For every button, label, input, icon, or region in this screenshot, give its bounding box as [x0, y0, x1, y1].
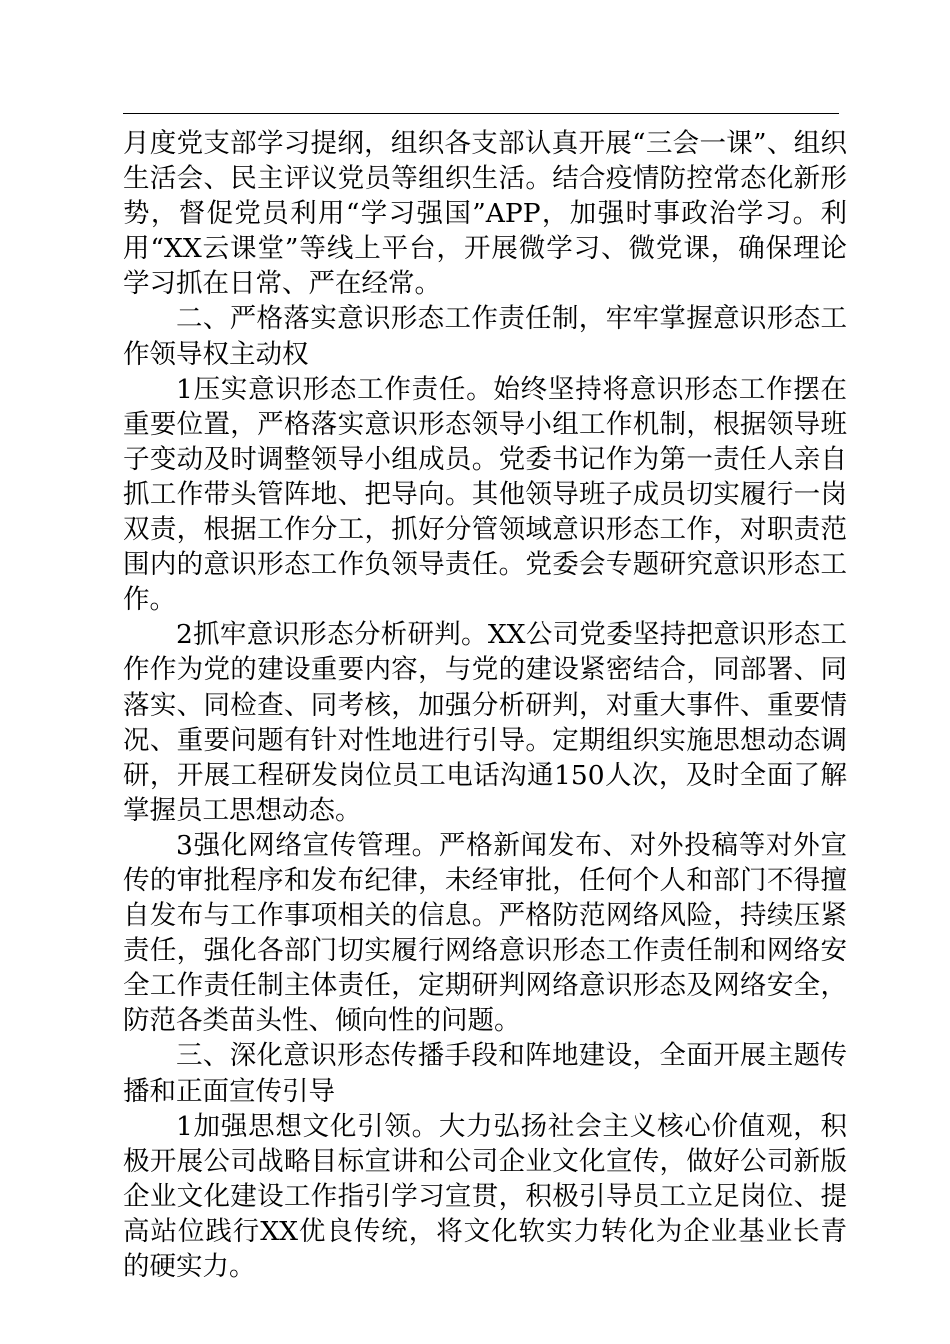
section-heading-3: 三、深化意识形态传播手段和阵地建设，全面开展主题传播和正面宣传引导 — [123, 1040, 847, 1107]
paragraph-3-1: 1加强思想文化引领。大力弘扬社会主义核心价值观，积极开展公司战略目标宣讲和公司企业文化宣传，做好公司新版企业文化建设工作指引学习宣贯，积极引导员工立足岗位、提高站位践行XX优良传统，将文化软实力转化为企业基业长青的硬实力。 — [123, 1110, 847, 1282]
paragraph-2-1: 1压实意识形态工作责任。始终坚持将意识形态工作摆在重要位置，严格落实意识形态领导小组工作机制，根据领导班子变动及时调整领导小组成员。党委书记作为第一责任人亲自抓工作带头管阵地、把导向。其他领导班子成员切实履行一岗双责，根据工作分工，抓好分管领域意识形态工作，对职责范围内的意识形态工作负领导责任。党委会专题研究意识形态工作。 — [123, 373, 847, 616]
paragraph-2-2: 2抓牢意识形态分析研判。XX公司党委坚持把意识形态工作作为党的建设重要内容，与党的建设紧密结合，同部署、同落实、同检查、同考核，加强分析研判，对重大事件、重要情况、重要问题有针对性地进行引导。定期组织实施思想动态调研，开展工程研发岗位员工电话沟通150人次，及时全面了解掌握员工思想动态。 — [123, 619, 847, 826]
document-body — [123, 126, 847, 1284]
paragraph-2-3: 3强化网络宣传管理。严格新闻发布、对外投稿等对外宣传的审批程序和发布纪律，未经审批，任何个人和部门不得擅自发布与工作事项相关的信息。严格防范网络风险，持续压紧责任，强化各部门切实履行网络意识形态工作责任制和网络安全工作责任制主体责任，定期研判网络意识形态及网络安全，防范各类苗头性、倾向性的问题。 — [123, 829, 847, 1037]
paragraph-continuation: 月度党支部学习提纲，组织各支部认真开展“三会一课”、组织生活会、民主评议党员等组织生活。结合疫情防控常态化新形势，督促党员利用“学习强国”APP，加强时事政治学习。利用“XX云课堂”等线上平台，开展微学习、微党课，确保理论学习抓在日常、严在经常。 — [123, 128, 847, 300]
header-rule — [123, 113, 839, 114]
section-heading-2: 二、严格落实意识形态工作责任制，牢牢掌握意识形态工作领导权主动权 — [123, 303, 847, 370]
